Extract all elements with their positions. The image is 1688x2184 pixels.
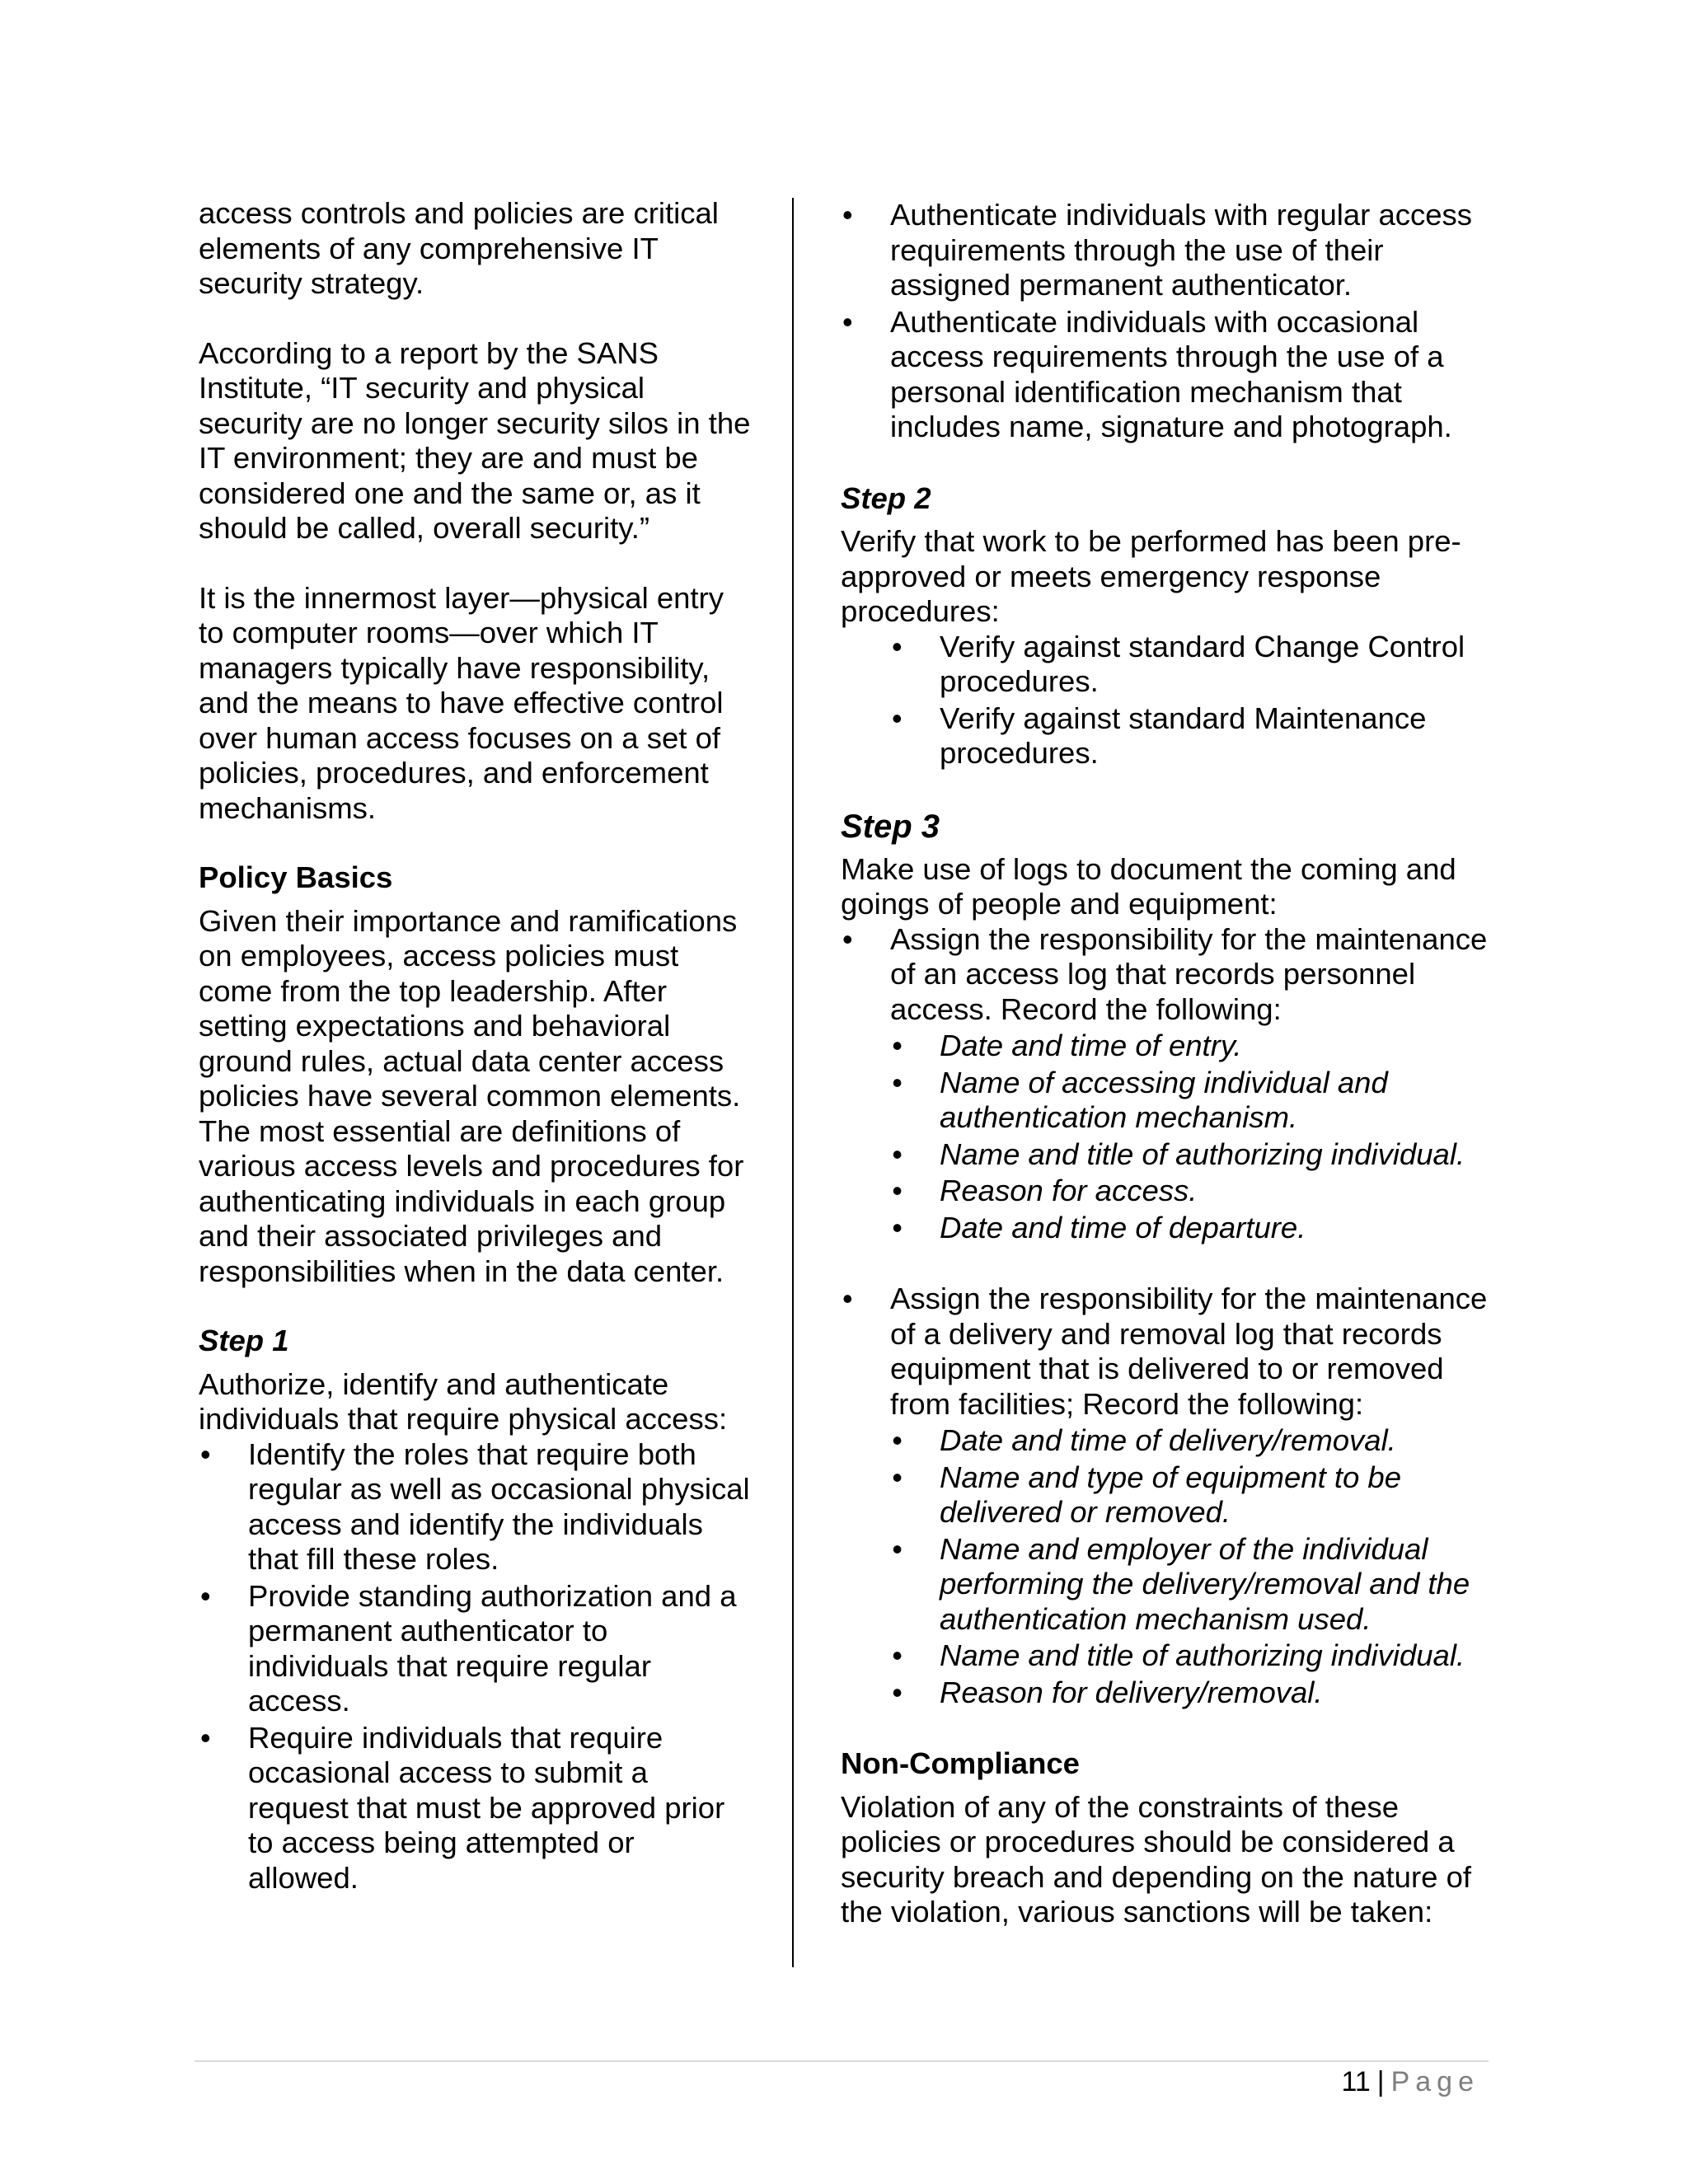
list-item: • Name and title of authorizing individual.	[890, 1638, 1492, 1674]
list-item: • Verify against standard Change Control procedures.	[890, 630, 1492, 700]
step-3-intro: Make use of logs to document the coming and goings of people and equipment:	[841, 851, 1456, 921]
step-2-list	[841, 630, 1492, 771]
step-1-heading: Step 1	[199, 1324, 289, 1357]
right-column	[841, 198, 1492, 1930]
step-3-list	[841, 922, 1492, 1028]
step-2-intro: Verify that work to be performed has been pre-approved or meets emergency response procedures:	[841, 524, 1461, 628]
column-divider	[792, 198, 794, 1967]
list-item: • Assign the responsibility for the maintenance of an access log that records personnel access. Record the following:	[841, 922, 1492, 1028]
step-1-intro: Authorize, identify and authenticate individuals that require physical access:	[199, 1366, 728, 1436]
footer-separator: |	[1376, 2066, 1385, 2097]
left-column	[199, 196, 751, 1897]
list-item: • Reason for delivery/removal.	[890, 1675, 1492, 1711]
step-1-list	[199, 1437, 751, 1896]
list-item: • Identify the roles that require both regular as well as occasional physical access and identify the individuals that fill these roles.	[199, 1437, 751, 1577]
step-2-heading: Step 2	[841, 480, 931, 515]
access-log-fields	[841, 1029, 1492, 1245]
list-item: • Authenticate individuals with regular access requirements through the use of their assigned permanent authenticator.	[841, 198, 1492, 303]
list-item: • Reason for access.	[890, 1174, 1492, 1209]
list-item: • Date and time of delivery/removal.	[890, 1423, 1492, 1459]
list-item: • Name and type of equipment to be delivered or removed.	[890, 1460, 1492, 1530]
intro-paragraph-3: It is the innermost layer—physical entry to computer rooms—over which IT managers typically have responsibility, and the means to have effective control over human access focuses on a set of policies, procedures, and enforcement mechanisms.	[199, 580, 724, 825]
page-label: Page	[1390, 2066, 1479, 2097]
list-item: • Authenticate individuals with occasional access requirements through the use of a personal identification mechanism that includes name, signature and photograph.	[841, 305, 1492, 445]
non-compliance-paragraph: Violation of any of the constraints of these policies or procedures should be considered a security breach and depending on the nature of the violation, various sanctions will be taken:	[841, 1789, 1472, 1929]
page-footer	[1341, 2065, 1479, 2098]
list-item: • Date and time of entry.	[890, 1029, 1492, 1064]
intro-paragraph-1: access controls and policies are critical elements of any comprehensive IT security strategy.	[199, 196, 719, 300]
step-3-heading: Step 3	[841, 808, 940, 845]
page-number: 11	[1341, 2066, 1371, 2097]
authenticate-list	[841, 198, 1492, 445]
list-item: • Assign the responsibility for the maintenance of a delivery and removal log that records equipment that is delivered to or removed from facilities; Record the following:	[841, 1282, 1492, 1422]
list-item: • Require individuals that require occasional access to submit a request that must be approved prior to access being attempted or allowed.	[199, 1721, 751, 1896]
footer-rule	[195, 2060, 1489, 2062]
list-item: • Name of accessing individual and authentication mechanism.	[890, 1066, 1492, 1136]
list-item: • Verify against standard Maintenance procedures.	[890, 701, 1492, 771]
list-item: • Date and time of departure.	[890, 1211, 1492, 1246]
list-item: • Name and title of authorizing individual.	[890, 1137, 1492, 1173]
list-item: • Name and employer of the individual performing the delivery/removal and the authentication mechanism used.	[890, 1532, 1492, 1638]
list-item: • Provide standing authorization and a permanent authenticator to individuals that require regular access.	[199, 1579, 751, 1719]
policy-basics-paragraph: Given their importance and ramifications on employees, access policies must come from the top leadership. After setting expectations and behavioral ground rules, actual data center access policies have several common elements. The most essential are definitions of various access levels and procedures for authenticating individuals in each group and their associated privileges and responsibilities when in the data center.	[199, 903, 744, 1288]
non-compliance-heading: Non-Compliance	[841, 1746, 1080, 1780]
intro-paragraph-2: According to a report by the SANS Institute, “IT security and physical security are no longer security silos in the IT environment; they are and must be considered one and the same or, as it should be called, overall security.”	[199, 335, 751, 545]
policy-basics-heading: Policy Basics	[199, 860, 393, 894]
delivery-log-fields	[841, 1423, 1492, 1710]
step-3-list-2	[841, 1282, 1492, 1422]
